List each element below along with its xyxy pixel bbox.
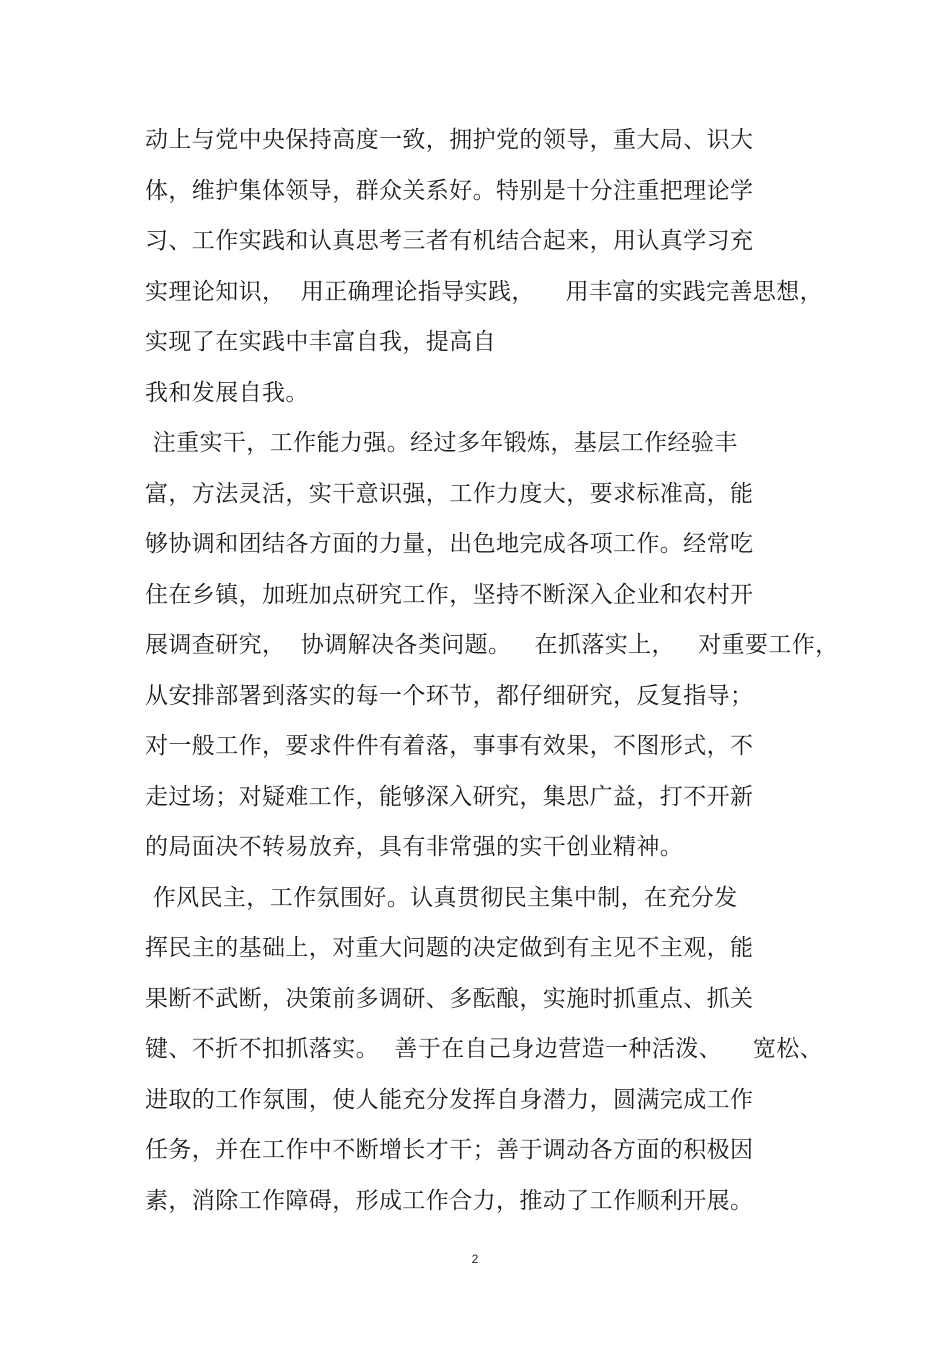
text-line: 的局面决不转易放弃，具有非常强的实干创业精神。 xyxy=(145,834,684,860)
text-line: 对一般工作，要求件件有着落，事事有效果，不图形式，不 xyxy=(145,733,754,759)
text-line: 注重实干，工作能力强。经过多年锻炼，基层工作经验丰 xyxy=(145,430,738,456)
text-line: 习、工作实践和认真思考三者有机结合起来，用认真学习充 xyxy=(145,228,754,254)
text-line: 实现了在实践中丰富自我，提高自 xyxy=(145,329,496,355)
text-line: 富，方法灵活，实干意识强，工作力度大，要求标准高，能 xyxy=(145,480,754,507)
text-line: 作风民主，工作氛围好。认真贯彻民主集中制，在充分发 xyxy=(145,884,738,911)
text-line: 我和发展自我。 xyxy=(145,379,309,406)
text-line: 体，维护集体领导，群众关系好。特别是十分注重把理论学 xyxy=(145,177,754,204)
text-line: 实理论知识， 用正确理论指导实践， 用丰富的实践完善思想， xyxy=(145,278,824,305)
text-line: 任务，并在工作中不断增长才干；善于调动各方面的积极因 xyxy=(145,1137,754,1163)
text-line: 住在乡镇，加班加点研究工作，坚持不断深入企业和农村开 xyxy=(145,581,754,608)
text-line: 走过场；对疑难工作，能够深入研究，集思广益，打不开新 xyxy=(145,783,754,810)
text-line: 展调查研究， 协调解决各类问题。 在抓落实上， 对重要工作， xyxy=(145,632,839,658)
text-line: 动上与党中央保持高度一致，拥护党的领导，重大局、识大 xyxy=(145,127,754,153)
text-line: 素，消除工作障碍，形成工作合力，推动了工作顺利开展。 xyxy=(145,1187,754,1214)
text-line: 键、不折不扣抓落实。 善于在自己身边营造一种活泼、 宽松、 xyxy=(145,1036,824,1062)
body-text xyxy=(145,122,845,1233)
text-line: 够协调和团结各方面的力量，出色地完成各项工作。经常吃 xyxy=(145,531,754,557)
text-line: 进取的工作氛围，使人能充分发挥自身潜力，圆满完成工作 xyxy=(145,1086,754,1113)
text-line: 从安排部署到落实的每一个环节，都仔细研究，反复指导； xyxy=(145,682,754,709)
page-number: 2 xyxy=(471,1252,479,1266)
text-line: 挥民主的基础上，对重大问题的决定做到有主见不主观，能 xyxy=(145,935,754,961)
text-line: 果断不武断，决策前多调研、多酝酿，实施时抓重点、抓关 xyxy=(145,985,754,1012)
